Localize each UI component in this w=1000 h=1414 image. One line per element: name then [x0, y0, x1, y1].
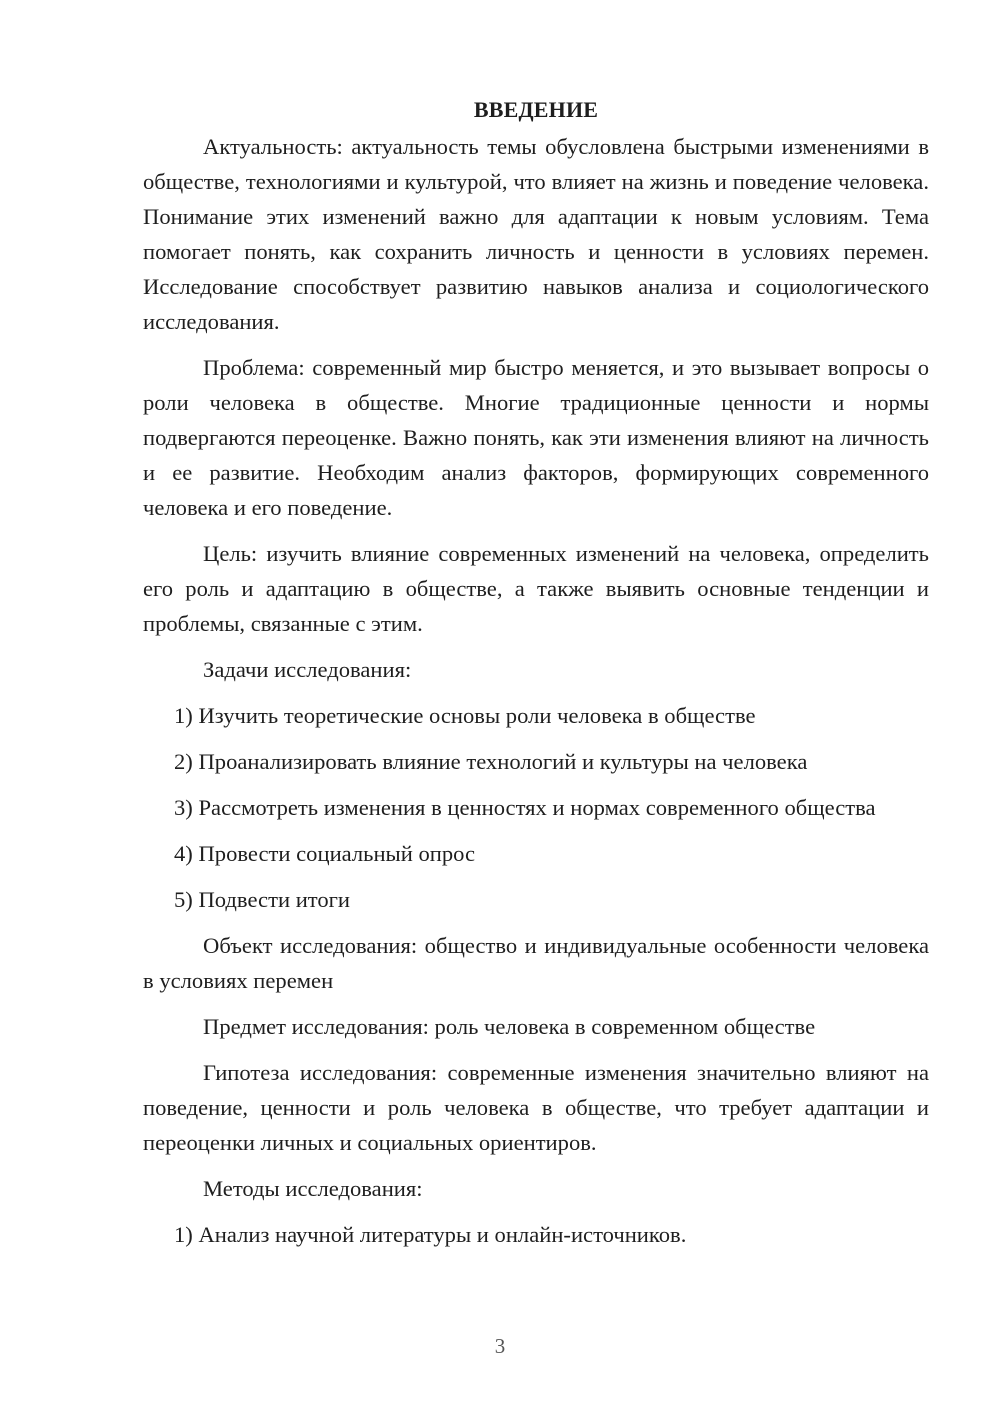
- task-item: 1) Изучить теоретические основы роли человека в обществе: [174, 703, 756, 728]
- task-item: 2) Проанализировать влияние технологий и культуры на человека: [174, 749, 808, 774]
- subject-paragraph: Предмет исследования: роль человека в современном обществе: [203, 1014, 816, 1039]
- hypothesis-paragraph: Гипотеза исследования: современные изменения значительно влияют на поведение, ценности и роль человека в обществе, что требует адаптации и переоценки личных и социальных ориентиров.: [143, 1060, 929, 1155]
- problem-paragraph: Проблема: современный мир быстро меняется, и это вызывает вопросы о роли человека в обществе. Многие традиционные ценности и нормы подвергаются переоценке. Важно понять, как эти изменения влияют на личность и ее развитие. Необходим анализ факторов, формирующих современного человека и его поведение.: [143, 355, 929, 520]
- method-item: 1) Анализ научной литературы и онлайн-источников.: [174, 1222, 687, 1247]
- tasks-heading: Задачи исследования:: [203, 657, 412, 682]
- document-body: [143, 92, 929, 1252]
- methods-heading: Методы исследования:: [203, 1176, 423, 1201]
- task-item: 3) Рассмотреть изменения в ценностях и нормах современного общества: [174, 795, 876, 820]
- object-paragraph: Объект исследования: общество и индивидуальные особенности человека в условиях перемен: [143, 933, 929, 993]
- page-number: 3: [494, 1334, 506, 1358]
- relevance-paragraph: Актуальность: актуальность темы обусловлена быстрыми изменениями в обществе, технологиями и культурой, что влияет на жизнь и поведение человека. Понимание этих изменений важно для адаптации к новым условиям. Тема помогает понять, как сохранить личность и ценности в условиях перемен. Исследование способствует развитию навыков анализа и социологического исследования.: [143, 134, 929, 334]
- task-item: 4) Провести социальный опрос: [174, 841, 476, 866]
- goal-paragraph: Цель: изучить влияние современных изменений на человека, определить его роль и адаптацию в обществе, а также выявить основные тенденции и проблемы, связанные с этим.: [143, 541, 929, 636]
- section-title: ВВЕДЕНИЕ: [473, 97, 599, 122]
- task-item: 5) Подвести итоги: [174, 887, 351, 912]
